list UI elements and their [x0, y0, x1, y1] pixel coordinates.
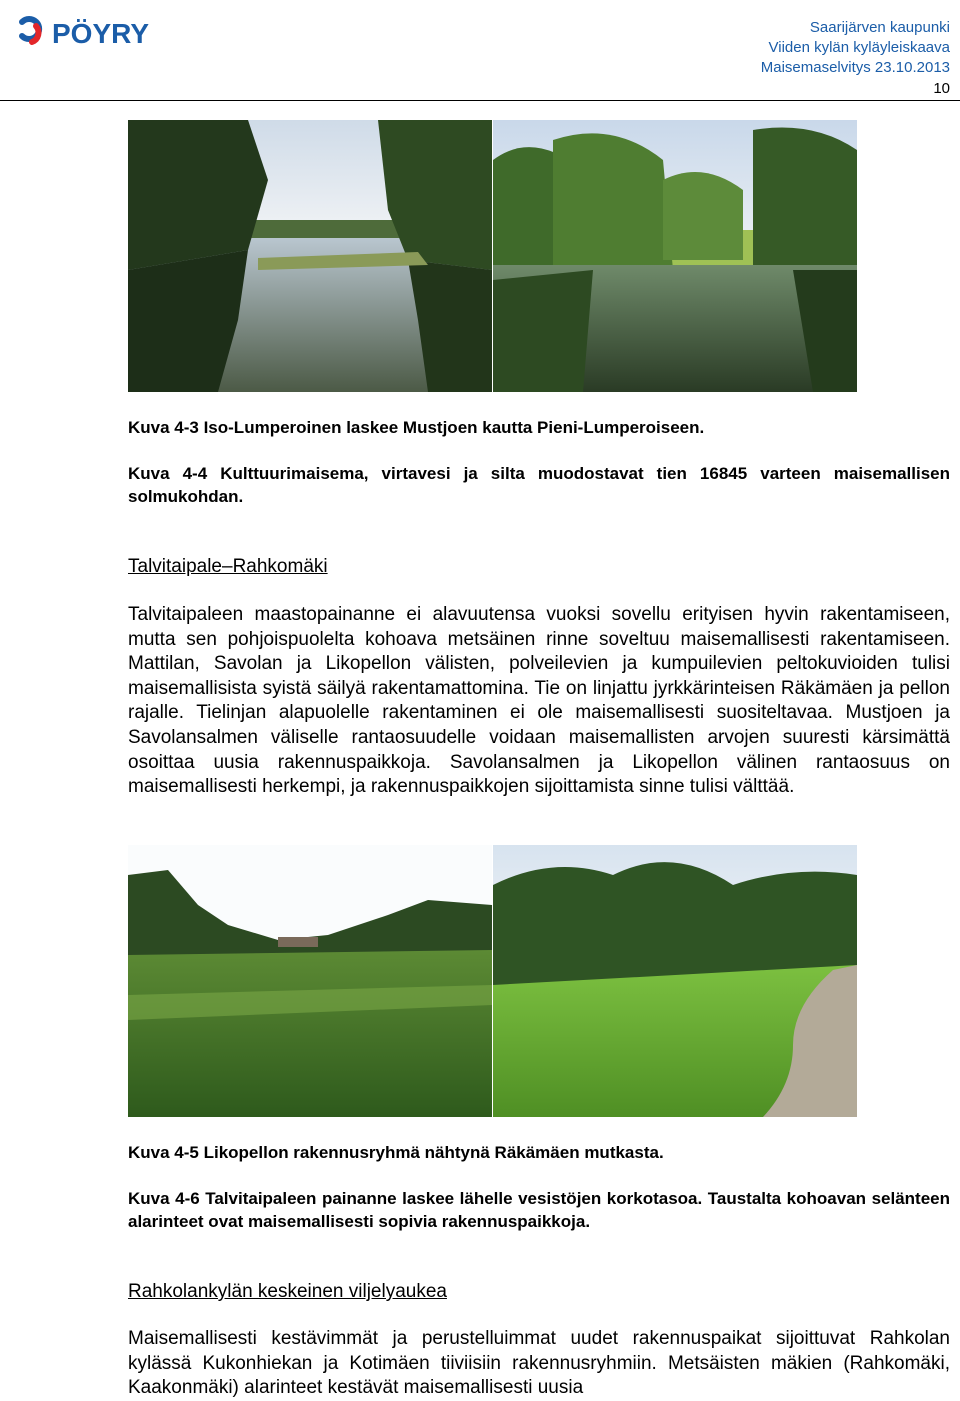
photo-kuva-4-4 — [493, 120, 857, 392]
caption-kuva-4-4: Kuva 4-4 Kulttuurimaisema, virtavesi ja silta muodostavat tien 16845 varteen maisemallisen solmukohdan. — [128, 464, 950, 506]
heading-rahkolankyla: Rahkolankylän keskeinen viljelyaukea — [128, 1281, 447, 1302]
heading-talvitaipale-rahkomaki: Talvitaipale–Rahkomäki — [128, 556, 328, 577]
header-document: Maisemaselvitys 23.10.2013 — [760, 59, 950, 76]
photo-kuva-4-6 — [493, 845, 857, 1117]
caption-kuva-4-3: Kuva 4-3 Iso-Lumperoinen laskee Mustjoen kautta Pieni-Lumperoiseen. — [128, 418, 705, 437]
header-organization: Saarijärven kaupunki — [809, 19, 950, 36]
photo-kuva-4-3 — [128, 120, 492, 392]
header-plan: Viiden kylän kyläyleiskaava — [768, 39, 950, 56]
caption-kuva-4-5: Kuva 4-5 Likopellon rakennusryhmä nähtynä Räkämäen mutkasta. — [128, 1143, 664, 1162]
photo-kuva-4-5 — [128, 845, 492, 1117]
page-number: 10 — [933, 80, 950, 97]
svg-text:PÖYRY: PÖYRY — [52, 18, 149, 49]
body-talvitaipale-rahkomaki: Talvitaipaleen maastopainanne ei alavuutensa vuoksi sovellu erityisen hyvin rakentamiseen, mutta sen pohjoispuolelta kohoava metsäinen rinne soveltuu maisemallisesti rakentamiseen. Mattilan, Savolan ja Likopellon välisten, polveilevien ja kumpuilevien peltokuvioiden tulisi maisemallisista syistä säilyä rakentamattomina. Tie on linjattu jyrkkärinteisen Räkämäen ja pellon rajalle. Tielinjan alapuolelle rakentaminen ei ole maisemallisesti suositeltavaa. Mustjoen ja Savolansalmen väliselle rantaosuudelle voidaan maisemallisten arvojen suuresti kärsimättä osoittaa uusia rakennuspaikkoja. Savolansalmen ja Likopellon välinen rantaosuus on maisemallisesti herkempi, ja rakennuspaikkojen sijoittamista sinne tulisi välttää. — [128, 604, 950, 798]
caption-kuva-4-6: Kuva 4-6 Talvitaipaleen painanne laskee lähelle vesistöjen korkotasoa. Taustalta kohoavan selänteen alarinteet ovat maisemallisesti sopivia rakennuspaikkoja. — [128, 1189, 950, 1231]
body-rahkolankyla: Maisemallisesti kestävimmät ja perustelluimmat uudet rakennuspaikat sijoittuvat Rahkolan kylässä Kukonhiekan ja Kotimäen tiiviisiin rakennusryhmiin. Metsäisten mäkien (Rahkomäki, Kaakonmäki) alarinteet kestävät maisemallisesti uusia — [128, 1328, 950, 1399]
poyry-logo-mark — [0, 0, 200, 60]
document-header — [761, 18, 950, 78]
header-divider — [0, 100, 960, 101]
poyry-logo — [0, 0, 200, 60]
